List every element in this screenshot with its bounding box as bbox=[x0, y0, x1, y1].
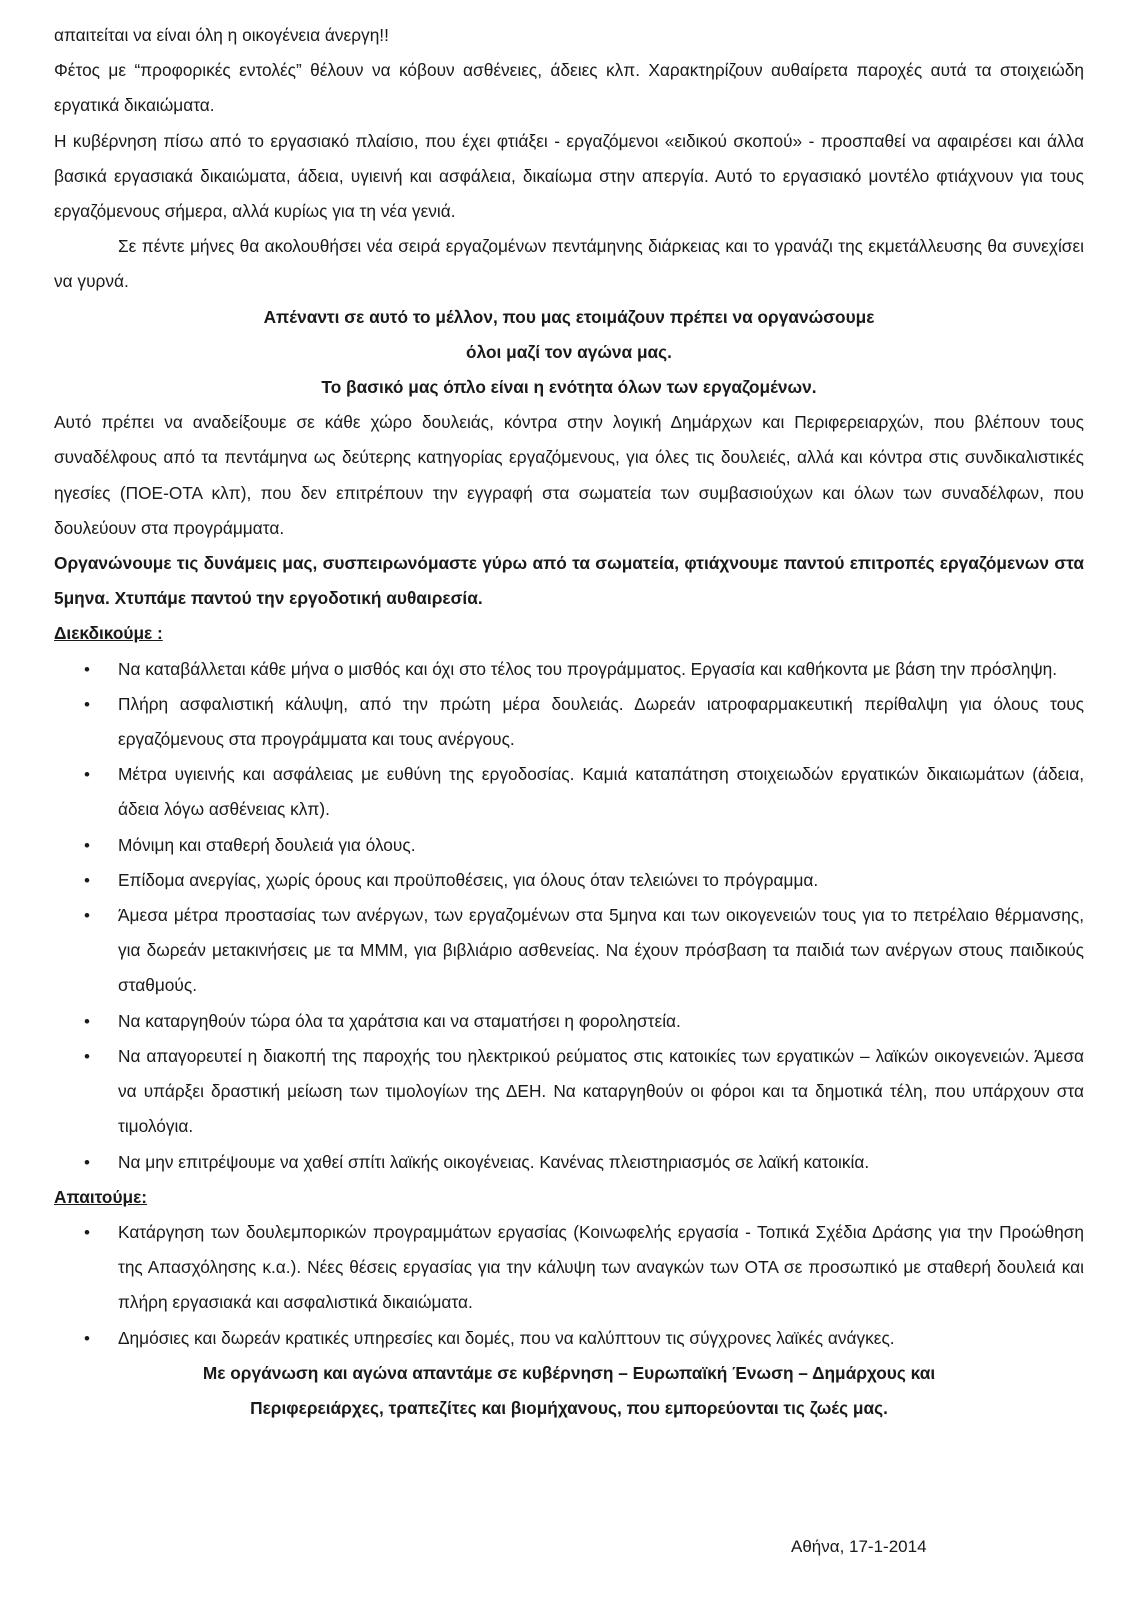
claim-item bbox=[54, 863, 1084, 898]
bullet-icon: • bbox=[84, 835, 90, 855]
demands-heading: Απαιτούμε: bbox=[54, 1186, 148, 1207]
paragraph-government: Η κυβέρνηση πίσω από το εργασιακό πλαίσιο, που έχει φτιάξει - εργαζόμενοι «ειδικού σκοπού» - προσπαθεί να αφαιρέσει και άλλα βασικά εργασιακά δικαιώματα, άδεια, υγιεινή και ασφάλεια, δικαίωμα στην απεργία. Αυτό το εργασιακό μοντέλο φτιάχνουν για τους εργαζόμενους σήμερα, αλλά κυρίως για τη νέα γενιά. bbox=[54, 130, 1084, 222]
document-body bbox=[54, 18, 1084, 1426]
claim-text: Μόνιμη και σταθερή δουλειά για όλους. bbox=[118, 834, 416, 855]
claim-item bbox=[54, 1145, 1084, 1180]
paragraph-oral-orders: Φέτος με “προφορικές εντολές” θέλουν να κόβουν ασθένειες, άδειες κλπ. Χαρακτηρίζουν αυθαίρετα παροχές αυτά τα στοιχειώδη εργατικά δικαιώματα. bbox=[54, 60, 1084, 116]
bullet-icon: • bbox=[84, 1011, 90, 1031]
bullet-icon: • bbox=[84, 870, 90, 890]
claim-text: Να μην επιτρέψουμε να χαθεί σπίτι λαϊκής οικογένειας. Κανένας πλειστηριασμός σε λαϊκή κατοικία. bbox=[118, 1151, 870, 1172]
bullet-icon: • bbox=[84, 1046, 90, 1066]
bullet-icon: • bbox=[84, 1152, 90, 1172]
claim-text: Μέτρα υγιεινής και ασφάλειας με ευθύνη της εργοδοσίας. Καμιά καταπάτηση στοιχειωδών εργατικών δικαιωμάτων (άδεια, άδεια λόγω ασθένειας κλπ). bbox=[118, 764, 1084, 820]
claim-item bbox=[54, 687, 1084, 757]
center-line-1: Απέναντι σε αυτό το μέλλον, που μας ετοιμάζουν πρέπει να οργανώσουμε bbox=[263, 306, 875, 327]
demand-text: Δημόσιες και δωρεάν κρατικές υπηρεσίες και δομές, που να καλύπτουν τις σύγχρονες λαϊκές ανάγκες. bbox=[118, 1327, 895, 1348]
center-line-3: Το βασικό μας όπλο είναι η ενότητα όλων των εργαζομένων. bbox=[321, 377, 817, 398]
claim-item bbox=[54, 757, 1084, 827]
demand-text: Κατάργηση των δουλεμπορικών προγραμμάτων εργασίας (Κοινωφελής εργασία - Τοπικά Σχέδια Δράσης για την Προώθηση της Απασχόλησης κ.α.). Νέες θέσεις εργασίας για την κάλυψη των αναγκών των ΟΤΑ σε προσωπικό με σταθερή δουλειά και πλήρη εργασιακά και ασφαλιστικά δικαιώματα. bbox=[118, 1221, 1084, 1313]
claim-text: Να καταβάλλεται κάθε μήνα ο μισθός και όχι στο τέλος του προγράμματος. Εργασία και καθήκοντα με βάση την πρόσληψη. bbox=[118, 658, 1058, 679]
claim-text: Πλήρη ασφαλιστική κάλυψη, από την πρώτη μέρα δουλειάς. Δωρεάν ιατροφαρμακευτική περίθαλψη για όλους τους εργαζόμενους στα προγράμματα και τους ανέργους. bbox=[118, 693, 1084, 750]
claims-heading: Διεκδικούμε : bbox=[54, 623, 163, 644]
bullet-icon: • bbox=[84, 694, 90, 714]
signature-date: Αθήνα, 17-1-2014 bbox=[791, 1537, 927, 1556]
demand-item bbox=[54, 1321, 1084, 1356]
closing-line-1: Με οργάνωση και αγώνα απαντάμε σε κυβέρνηση – Ευρωπαϊκή Ένωση – Δημάρχους και bbox=[202, 1362, 936, 1383]
bullet-icon: • bbox=[84, 906, 90, 926]
paragraph-unity: Αυτό πρέπει να αναδείξουμε σε κάθε χώρο δουλειάς, κόντρα στην λογική Δημάρχων και Περιφερειαρχών, που βλέπουν τους συναδέλφους από τα πεντάμηνα ως δεύτερης κατηγορίας εργαζόμενους, για όλες τις δουλειές, αλλά και κόντρα στις συνδικαλιστικές ηγεσίες (ΠΟΕ-ΟΤΑ κλπ), που δεν επιτρέπουν την εγγραφή στα σωματεία των συμβασιούχων και όλων των συναδέλφων, που δουλεύουν στα προγράμματα. bbox=[54, 412, 1084, 538]
bullet-icon: • bbox=[84, 659, 90, 679]
paragraph-five-months: Σε πέντε μήνες θα ακολουθήσει νέα σειρά εργαζομένων πεντάμηνης διάρκειας και το γρανάζι της εκμετάλλευσης θα συνεχίσει να γυρνά. bbox=[54, 236, 1084, 292]
claim-item bbox=[54, 1004, 1084, 1039]
paragraph-intro: απαιτείται να είναι όλη η οικογένεια άνεργη!! bbox=[54, 25, 389, 45]
claim-text: Επίδομα ανεργίας, χωρίς όρους και προϋποθέσεις, για όλους όταν τελειώνει το πρόγραμμα. bbox=[118, 869, 819, 890]
closing-line-2: Περιφερειάρχες, τραπεζίτες και βιομήχανους, που εμπορεύονται τις ζωές μας. bbox=[250, 1397, 888, 1418]
claim-text: Να καταργηθούν τώρα όλα τα χαράτσια και να σταματήσει η φοροληστεία. bbox=[118, 1010, 681, 1031]
center-line-2: όλοι μαζί τον αγώνα μας. bbox=[466, 341, 672, 362]
demands-list bbox=[54, 1215, 1084, 1356]
claim-item bbox=[54, 898, 1084, 1004]
claims-list bbox=[54, 652, 1084, 1180]
claim-item bbox=[54, 652, 1084, 687]
claim-text: Να απαγορευτεί η διακοπή της παροχής του ηλεκτρικού ρεύματος στις κατοικίες των εργατικών – λαϊκών οικογενειών. Άμεσα να υπάρξει δραστική μείωση των τιμολογίων της ΔΕΗ. Να καταργηθούν οι φόροι και τα δημοτικά τέλη, που υπάρχουν στα τιμολόγια. bbox=[118, 1045, 1084, 1137]
paragraph-organize: Οργανώνουμε τις δυνάμεις μας, συσπειρωνόμαστε γύρω από τα σωματεία, φτιάχνουμε παντού επιτροπές εργαζόμενων στα 5μηνα. Χτυπάμε παντού την εργοδοτική αυθαιρεσία. bbox=[54, 553, 1084, 609]
bullet-icon: • bbox=[84, 765, 90, 785]
bullet-icon: • bbox=[84, 1328, 90, 1348]
claim-text: Άμεσα μέτρα προστασίας των ανέργων, των εργαζομένων στα 5μηνα και των οικογενειών τους για το πετρέλαιο θέρμανσης, για δωρεάν μετακινήσεις με τα ΜΜΜ, για βιβλιάριο ασθενείας. Να έχουν πρόσβαση τα παιδιά των ανέργων στους παιδικούς σταθμούς. bbox=[118, 905, 1084, 996]
claim-item bbox=[54, 828, 1084, 863]
demand-item bbox=[54, 1215, 1084, 1321]
bullet-icon: • bbox=[84, 1222, 90, 1242]
claim-item bbox=[54, 1039, 1084, 1145]
